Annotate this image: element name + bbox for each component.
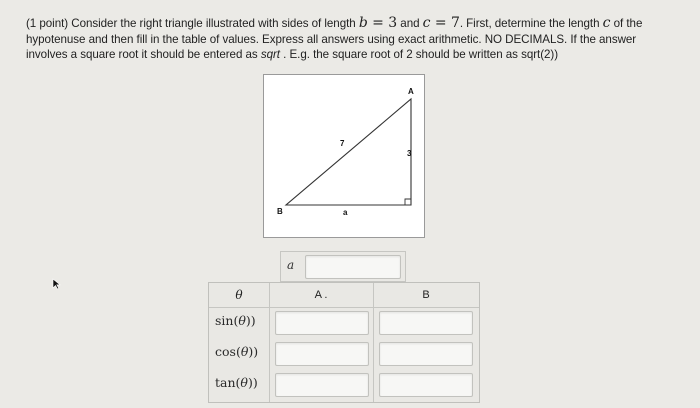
side-a-input[interactable] (305, 255, 401, 279)
hypotenuse-label: 7 (340, 139, 345, 148)
vertex-label-a: A (408, 87, 414, 96)
table-divider (373, 283, 374, 402)
right-angle-mark (405, 199, 411, 205)
base-label: a (343, 208, 348, 217)
side-a-label: a (287, 258, 295, 272)
var-c: c (422, 15, 431, 31)
table-divider (269, 283, 270, 402)
cos-b-input[interactable] (379, 342, 473, 366)
row-label-sin: sin(θ)) (215, 313, 256, 328)
triangle-figure (263, 74, 425, 238)
prompt-text: and (397, 17, 423, 30)
side-a-row (280, 251, 406, 282)
side-label: 3 (407, 149, 412, 158)
prompt-text: of the hypotenuse and then fill in the table of values. Express all answers using exact arithmetic. NO DECIMALS. If the answer involves a square root it should be entered as (26, 17, 643, 62)
header-b: B (422, 289, 430, 301)
tan-b-input[interactable] (379, 373, 473, 397)
prompt-text: . E.g. the square root of 2 should be written as sqrt(2)) (279, 48, 559, 62)
value-b: = 3 (367, 15, 398, 31)
prompt-text: (1 point) Consider the right triangle illustrated with sides of length (26, 17, 359, 30)
vertex-label-b: B (277, 207, 283, 216)
row-label-cos: cos(θ)) (215, 344, 259, 359)
cos-a-input[interactable] (275, 342, 369, 366)
table-divider (209, 307, 479, 308)
header-a: A . (314, 289, 328, 301)
prompt-text: . First, determine the length (459, 17, 603, 30)
value-c: = 7 (430, 15, 460, 31)
problem-prompt (26, 16, 676, 63)
tan-a-input[interactable] (275, 373, 369, 397)
var-b: b (358, 15, 368, 31)
row-label-tan: tan(θ)) (215, 375, 258, 390)
mouse-pointer-icon (52, 278, 62, 290)
sqrt-hint: sqrt (260, 48, 280, 62)
var-c: c (602, 15, 611, 31)
trig-table (208, 282, 480, 403)
sin-a-input[interactable] (275, 311, 369, 335)
sin-b-input[interactable] (379, 311, 473, 335)
header-theta: θ (235, 288, 243, 302)
triangle-shape (286, 99, 411, 205)
